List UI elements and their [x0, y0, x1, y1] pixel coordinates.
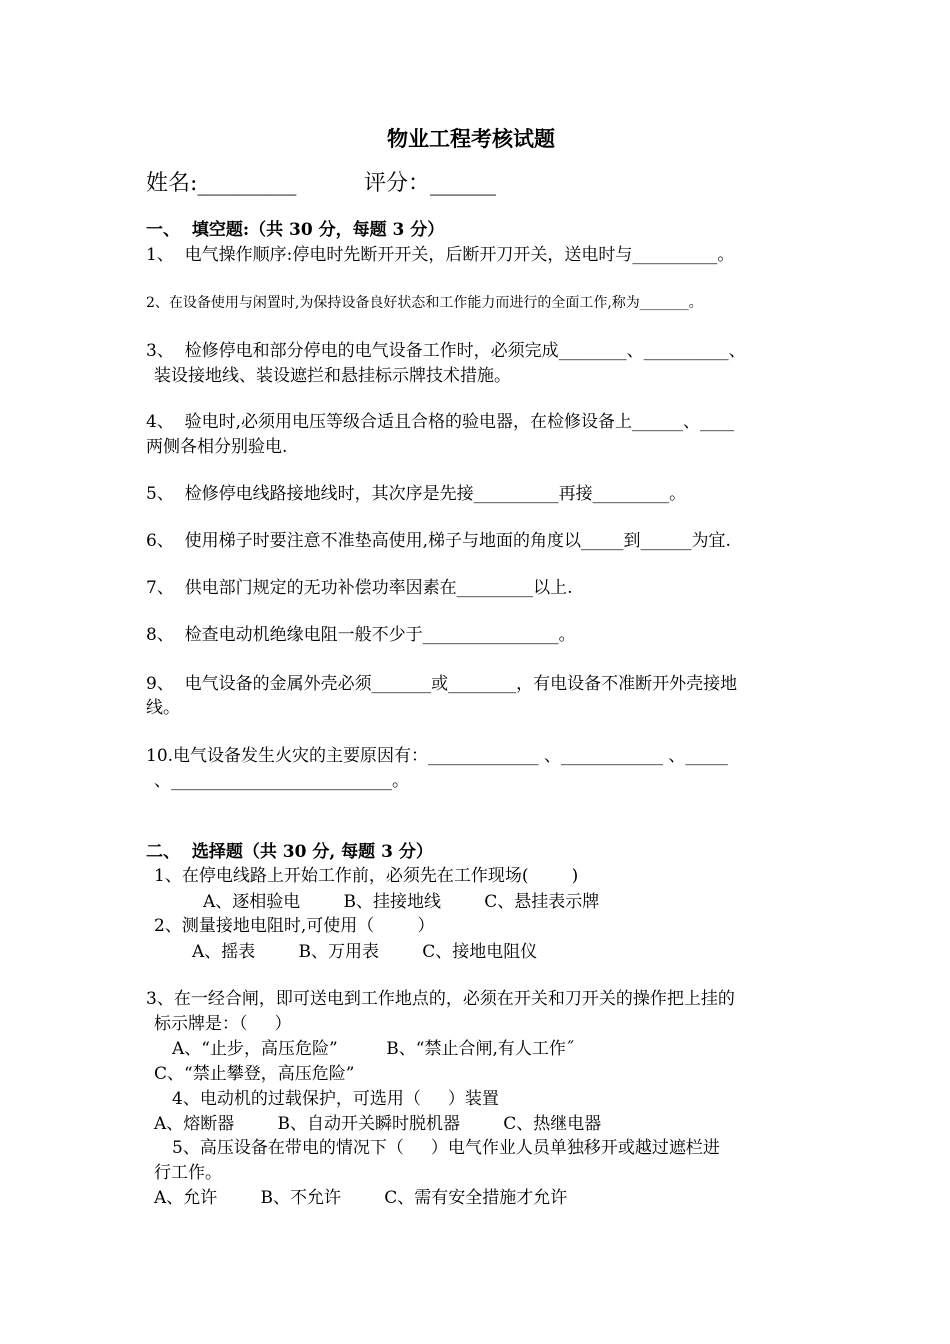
choice-question-2-options: A、摇表 B、万用表 C、接地电阻仪	[192, 942, 538, 962]
question-10-line-2: 、__________________________。	[154, 771, 409, 791]
choice-question-4-options: A、熔断器 B、自动开关瞬时脱机器 C、热继电器	[154, 1114, 602, 1134]
choice-question-1: 1、在停电线路上开始工作前，必须先在工作现场( )	[154, 866, 579, 886]
section-heading: 二、 选择题（共 30 分, 每题 3 分）	[146, 842, 433, 862]
question-3-line-1: 3、 检修停电和部分停电的电气设备工作时，必须完成________、__________、	[146, 341, 746, 361]
choice-question-4: 4、电动机的过载保护，可选用（ ）装置	[172, 1089, 499, 1109]
choice-question-3-line-1: 3、在一经合闸，即可送电到工作地点的，必须在开关和刀开关的操作把上挂的	[146, 989, 735, 1009]
choice-question-1-options: A、逐相验电 B、挂接地线 C、悬挂表示牌	[203, 892, 600, 912]
choice-question-5-line-1: 5、高压设备在带电的情况下（ ）电气作业人员单独移开或越过遮栏进	[172, 1138, 720, 1158]
question-4-line-2: 两侧各相分别验电.	[146, 437, 288, 457]
section-heading: 一、 填空题:（共 30 分，每题 3 分）	[146, 220, 445, 240]
question-1: 1、 电气操作顺序:停电时先断开开关，后断开刀开关，送电时与__________。	[146, 245, 735, 265]
question-8: 8、 检查电动机绝缘电阻一般不少于________________。	[146, 625, 576, 645]
page-title: 物业工程考核试题	[387, 126, 555, 151]
question-5: 5、 检修停电线路接地线时，其次序是先接__________再接_________。	[146, 484, 687, 504]
question-10-line-1: 10.电气设备发生火灾的主要原因有：_____________ 、____________ 、_____	[146, 746, 728, 766]
score-field-label: 评分：______	[364, 171, 497, 196]
question-4-line-1: 4、 验电时,必须用电压等级合适且合格的验电器，在检修设备上______、____	[146, 412, 735, 432]
choice-question-5-line-2: 行工作。	[154, 1163, 222, 1183]
question-3-line-2: 装设接地线、装设遮拦和悬挂标示牌技术措施。	[154, 366, 511, 386]
question-6: 6、 使用梯子时要注意不准垫高使用,梯子与地面的角度以_____到______为宜.	[146, 531, 731, 551]
choice-question-5-options: A、允许 B、不允许 C、需有安全措施才允许	[154, 1188, 568, 1208]
choice-question-3-option-c: C、“禁止攀登，高压危险”	[154, 1064, 355, 1084]
choice-question-3-line-2: 标示牌是：（ ）	[154, 1014, 292, 1034]
choice-question-3-options-ab: A、“止步，高压危险” B、“禁止合闸,有人工作˝	[172, 1039, 575, 1059]
question-2: 2、在设备使用与闲置时,为保持设备良好状态和工作能力而进行的全面工作,称为_______。	[146, 295, 703, 311]
choice-question-2: 2、测量接地电阻时,可使用（ ）	[154, 916, 435, 936]
question-9-line-1: 9、 电气设备的金属外壳必须_______或________，有电设备不准断开外壳接地	[146, 674, 738, 694]
question-7: 7、 供电部门规定的无功补偿功率因素在_________以上.	[146, 578, 573, 598]
question-9-line-2: 线。	[146, 698, 180, 718]
name-field-label: 姓名:_________	[146, 171, 297, 196]
